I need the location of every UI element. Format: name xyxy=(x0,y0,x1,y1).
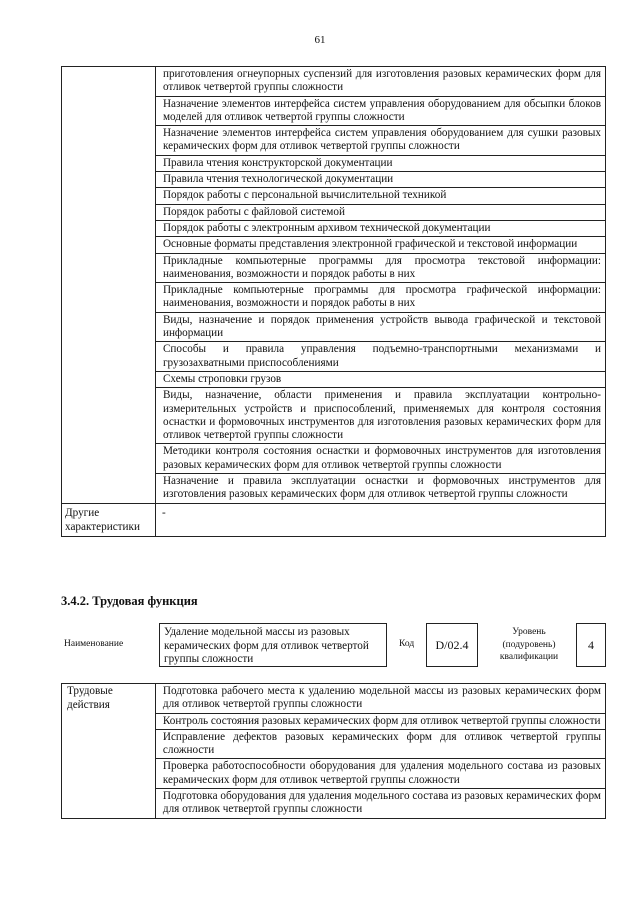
knowledge-item: Назначение элементов интерфейса систем управления оборудованием для обсыпки блоков моделей для отливок четвертой группы сложности xyxy=(155,96,605,126)
knowledge-item: Способы и правила управления подъемно-транспортными механизмами и грузозахватными приспособлениями xyxy=(155,342,605,372)
other-characteristics-label: Другие характеристики xyxy=(62,503,156,536)
knowledge-table xyxy=(61,66,606,537)
other-characteristics-value: - xyxy=(155,503,605,536)
labor-action-item: Подготовка оборудования для удаления модельного состава из разовых керамических форм для отливок четвертой группы сложности xyxy=(155,789,605,819)
function-code: D/02.4 xyxy=(426,623,478,667)
knowledge-item: Правила чтения технологической документации xyxy=(155,172,605,188)
function-level: 4 xyxy=(576,623,606,667)
labor-actions-label: Трудовые действия xyxy=(62,684,156,819)
knowledge-label-cell xyxy=(62,67,156,504)
labor-function-header xyxy=(61,618,606,678)
knowledge-item: Правила чтения конструкторской документации xyxy=(155,155,605,171)
knowledge-item: Схемы строповки грузов xyxy=(155,371,605,387)
knowledge-item: Виды, назначение и порядок применения устройств вывода графической и текстовой информации xyxy=(155,312,605,342)
labor-action-item: Проверка работоспособности оборудования для удаления модельного состава из разовых керамических форм для отливок четвертой группы сложности xyxy=(155,759,605,789)
labor-action-item: Подготовка рабочего места к удалению модельной массы из разовых керамических форм для отливок четвертой группы сложности xyxy=(155,684,605,714)
table-row xyxy=(62,503,606,536)
code-label: Код xyxy=(399,639,415,649)
knowledge-item: Назначение и правила эксплуатации оснастки и формовочных инструментов для изготовления разовых керамических форм для отливок четвертой группы сложности xyxy=(155,474,605,504)
knowledge-item: Порядок работы с файловой системой xyxy=(155,204,605,220)
page-number: 61 xyxy=(314,34,326,46)
function-name: Удаление модельной массы из разовых керамических форм для отливок четвертой группы сложности xyxy=(159,623,387,667)
knowledge-item: приготовления огнеупорных суспензий для изготовления разовых керамических форм для отливок четвертой группы сложности xyxy=(155,67,605,97)
labor-action-item: Контроль состояния разовых керамических форм для отливок четвертой группы сложности xyxy=(155,713,605,729)
knowledge-item: Основные форматы представления электронной графической и текстовой информации xyxy=(155,237,605,253)
knowledge-item: Порядок работы с персональной вычислительной техникой xyxy=(155,188,605,204)
name-label: Наименование xyxy=(64,639,124,649)
knowledge-item: Порядок работы с электронным архивом технической документации xyxy=(155,220,605,236)
knowledge-item: Назначение элементов интерфейса систем управления оборудованием для сушки разовых керамических форм для отливок четвертой группы сложности xyxy=(155,126,605,156)
knowledge-item: Прикладные компьютерные программы для просмотра текстовой информации: наименования, возможности и порядок работы в них xyxy=(155,253,605,283)
knowledge-item: Методики контроля состояния оснастки и формовочных инструментов для изготовления разовых керамических форм для отливок четвертой группы сложности xyxy=(155,444,605,474)
knowledge-item: Прикладные компьютерные программы для просмотра графической информации: наименования, возможности и порядок работы в них xyxy=(155,283,605,313)
knowledge-item: Виды, назначение, области применения и правила эксплуатации контрольно-измерительных устройств и приспособлений, применяемых для контроля состояния оснастки и формовочных инструментов для изготовления разовых керамических форм для отливок четвертой группы сложности xyxy=(155,388,605,444)
labor-action-item: Исправление дефектов разовых керамических форм для отливок четвертой группы сложности xyxy=(155,729,605,759)
section-title: 3.4.2. Трудовая функция xyxy=(61,594,198,608)
level-label: Уровень (подуровень) квалификации xyxy=(499,627,559,662)
table-row xyxy=(62,67,606,97)
labor-actions-table xyxy=(61,683,606,819)
table-row xyxy=(62,684,606,714)
